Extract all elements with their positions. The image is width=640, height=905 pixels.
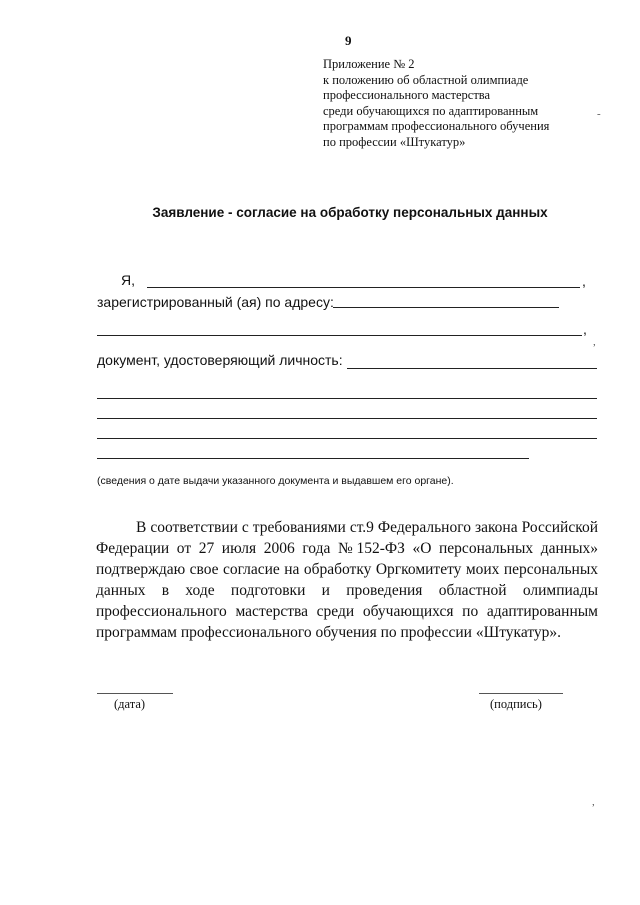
signature-line [479, 693, 563, 694]
appendix-line: к положению об областной олимпиаде [323, 72, 529, 87]
document-line-2 [97, 398, 597, 399]
document-line-4 [97, 438, 597, 439]
name-comma: , [582, 273, 586, 289]
document-line [347, 368, 597, 369]
appendix-header [323, 57, 549, 150]
document-line-5 [97, 458, 529, 459]
document-label: документ, удостоверяющий личность: [97, 352, 343, 368]
date-line [97, 693, 173, 694]
document-line-3 [97, 418, 597, 419]
scan-mark: , [592, 796, 595, 808]
scan-mark: , [593, 336, 596, 348]
signature-label: (подпись) [490, 697, 542, 711]
i-label: Я, [121, 272, 135, 288]
document-note: (сведения о дате выдачи указанного документа и выдавшем его органе). [97, 475, 454, 487]
document-title: Заявление - согласие на обработку персональных данных [152, 205, 548, 220]
appendix-line: Приложение № 2 [323, 57, 415, 71]
scan-mark: - [597, 108, 601, 120]
appendix-line: программам профессионального обучения [323, 119, 550, 133]
page-number: 9 [345, 33, 352, 48]
address-line [333, 307, 559, 308]
full-name-line [147, 287, 580, 288]
address-label: зарегистрированный (ая) по адресу: [97, 294, 334, 310]
appendix-line: по профессии «Штукатур» [323, 134, 466, 149]
consent-text: В соответствии с требованиями ст.9 Федерального закона Российской Федерации от 27 июля 2006 года №152-ФЗ «О персональных данных» подтверждаю свое согласие на обработку Оргкомитету моих персональных данных в ходе подготовки и проведения областной олимпиады профессионального мастерства среди обучающихся по адаптированным программам профессионального обучения по профессии «Штукатур». [96, 519, 598, 641]
appendix-line: среди обучающихся по адаптированным [323, 103, 539, 118]
appendix-line: профессионального мастерства [323, 88, 491, 102]
address-comma: , [583, 321, 587, 337]
date-label: (дата) [114, 697, 146, 711]
address-line-2 [97, 335, 582, 336]
